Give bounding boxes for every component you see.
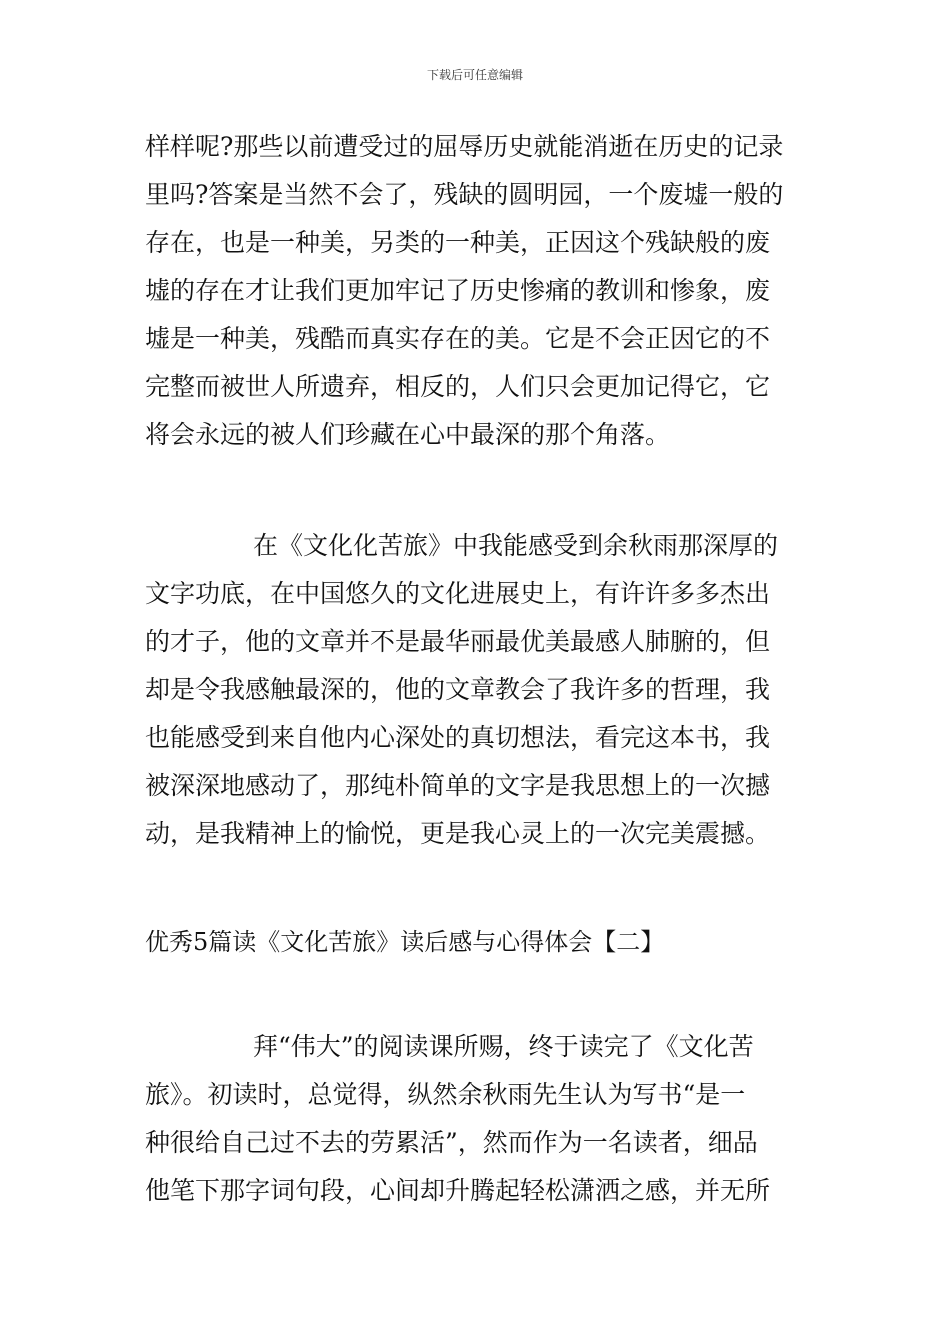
text-line: 动，是我精神上的愉悦，更是我心灵上的一次完美震撼。 <box>145 819 771 848</box>
section-heading-text: 优秀5篇读《文化苦旅》读后感与心得体会【二】 <box>145 928 665 956</box>
text-line: 被深深地感动了，那纯朴简单的文字是我思想上的一次撼 <box>145 771 771 800</box>
text-line-indented: 拜“伟大”的阅读课所赐，终于读完了《文化苦 <box>253 1032 754 1061</box>
paragraph-2 <box>145 522 810 858</box>
text-line: 完整而被世人所遗弃，相反的，人们只会更加记得它，它 <box>145 372 771 401</box>
text-line-indented: 在《文化化苦旅》中我能感受到余秋雨那深厚的 <box>253 531 779 560</box>
page-header: 下载后可任意编辑 <box>426 68 523 82</box>
text-line: 的才子，他的文章并不是最华丽最优美最感人肺腑的，但 <box>145 627 771 656</box>
text-line: 样样呢?那些以前遭受过的屈辱历史就能消逝在历史的记录 <box>145 132 784 161</box>
text-line: 他笔下那字词句段，心间却升腾起轻松潇洒之感，并无所 <box>145 1176 771 1205</box>
text-line: 将会永远的被人们珍藏在心中最深的那个角落。 <box>145 420 671 449</box>
text-line: 墟是一种美，残酷而真实存在的美。它是不会正因它的不 <box>145 324 771 353</box>
section-heading <box>145 918 810 966</box>
paragraph-1 <box>145 123 810 459</box>
text-line: 存在，也是一种美，另类的一种美，正因这个残缺般的废 <box>145 228 771 257</box>
text-line: 文字功底，在中国悠久的文化进展史上，有许许多多杰出 <box>145 579 771 608</box>
text-line: 种很给自己过不去的劳累活”，然而作为一名读者，细品 <box>145 1128 758 1157</box>
paragraph-3 <box>145 1023 810 1215</box>
text-line: 也能感受到来自他内心深处的真切想法，看完这本书，我 <box>145 723 771 752</box>
text-line: 却是令我感触最深的，他的文章教会了我许多的哲理，我 <box>145 675 771 704</box>
text-line: 墟的存在才让我们更加牢记了历史惨痛的教训和惨象，废 <box>145 276 771 305</box>
text-line: 旅》。初读时，总觉得，纵然余秋雨先生认为写书“是一 <box>145 1080 746 1109</box>
text-line: 里吗?答案是当然不会了，残缺的圆明园，一个废墟一般的 <box>145 180 784 209</box>
